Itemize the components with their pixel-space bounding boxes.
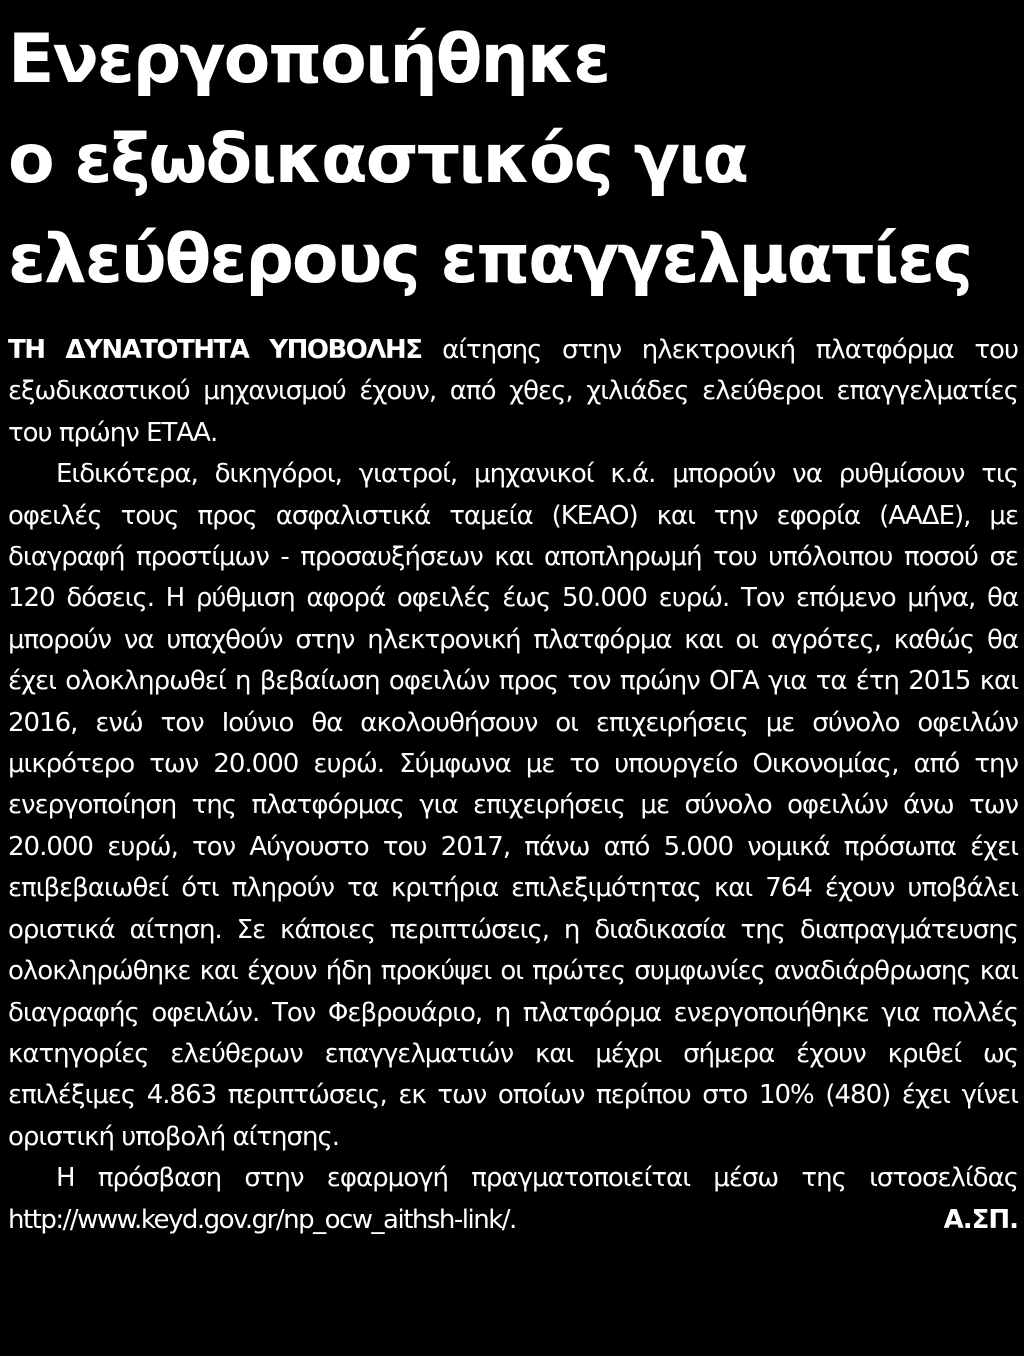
headline-line-1: Ενεργοποιήθηκε	[8, 20, 610, 99]
lead-caps: ΤΗ ΔΥΝΑΤΟΤΗΤΑ ΥΠΟΒΟΛΗΣ	[8, 335, 422, 365]
paragraph-1-text: αίτησης στην ηλεκτρονική πλατφόρμα του εξωδικαστικού μηχανισμού έχουν, από χθες, χιλιάδες ελεύθεροι επαγγελματίες του πρώην ΕΤΑΑ.	[8, 335, 1019, 448]
paragraph-3	[8, 1158, 1018, 1241]
paragraph-1	[8, 330, 1018, 454]
article-body	[8, 330, 1018, 1241]
article-url-link[interactable]: http://www.keyd.gov.gr/np_ocw_aithsh-link/.	[8, 1204, 516, 1235]
article-headline	[8, 0, 1018, 310]
author-byline: Α.ΣΠ.	[943, 1204, 1018, 1235]
headline-line-3: ελεύθερους επαγγελματίες	[8, 220, 972, 299]
headline-line-2: ο εξωδικαστικός για	[8, 120, 748, 199]
paragraph-3-text: Η πρόσβαση στην εφαρμογή πραγματοποιείται μέσω της ιστοσελίδας	[56, 1163, 1018, 1194]
paragraph-2: Ειδικότερα, δικηγόροι, γιατροί, μηχανικοί κ.ά. μπορούν να ρυθμίσουν τις οφειλές τους προς ασφαλιστικά ταμεία (ΚΕΑΟ) και την εφορία (ΑΑΔΕ), με διαγραφή προστίμων - προσαυξήσεων και αποπληρωμή του υπόλοιπου ποσού σε 120 δόσεις. Η ρύθμιση αφορά οφειλές έως 50.000 ευρώ. Τον επόμενο μήνα, θα μπορούν να υπαχθούν στην ηλεκτρονική πλατφόρμα και οι αγρότες, καθώς θα έχει ολοκληρωθεί η βεβαίωση οφειλών προς τον πρώην ΟΓΑ για τα έτη 2015 και 2016, ενώ τον Ιούνιο θα ακολουθήσουν οι επιχειρήσεις με σύνολο οφειλών μικρότερο των 20.000 ευρώ. Σύμφωνα με το υπουργείο Οικονομίας, από την ενεργοποίηση της πλατφόρμας για επιχειρήσεις με σύνολο οφειλών άνω των 20.000 ευρώ, τον Αύγουστο του 2017, πάνω από 5.000 νομικά πρόσωπα έχει επιβεβαιωθεί ότι πληρούν τα κριτήρια επιλεξιμότητας και 764 έχουν υποβάλει οριστικά αίτηση. Σε κάποιες περιπτώσεις, η διαδικασία της διαπραγμάτευσης ολοκληρώθηκε και έχουν ήδη προκύψει οι πρώτες συμφωνίες αναδιάρθρωσης και διαγραφής οφειλών. Τον Φεβρουάριο, η πλατφόρμα ενεργοποιήθηκε για πολλές κατηγορίες ελεύθερων επαγγελματιών και μέχρι σήμερα έχουν κριθεί ως επιλέξιμες 4.863 περιπτώσεις, εκ των οποίων περίπου στο 10% (480) έχει γίνει οριστική υποβολή αίτησης.	[8, 459, 1018, 1152]
